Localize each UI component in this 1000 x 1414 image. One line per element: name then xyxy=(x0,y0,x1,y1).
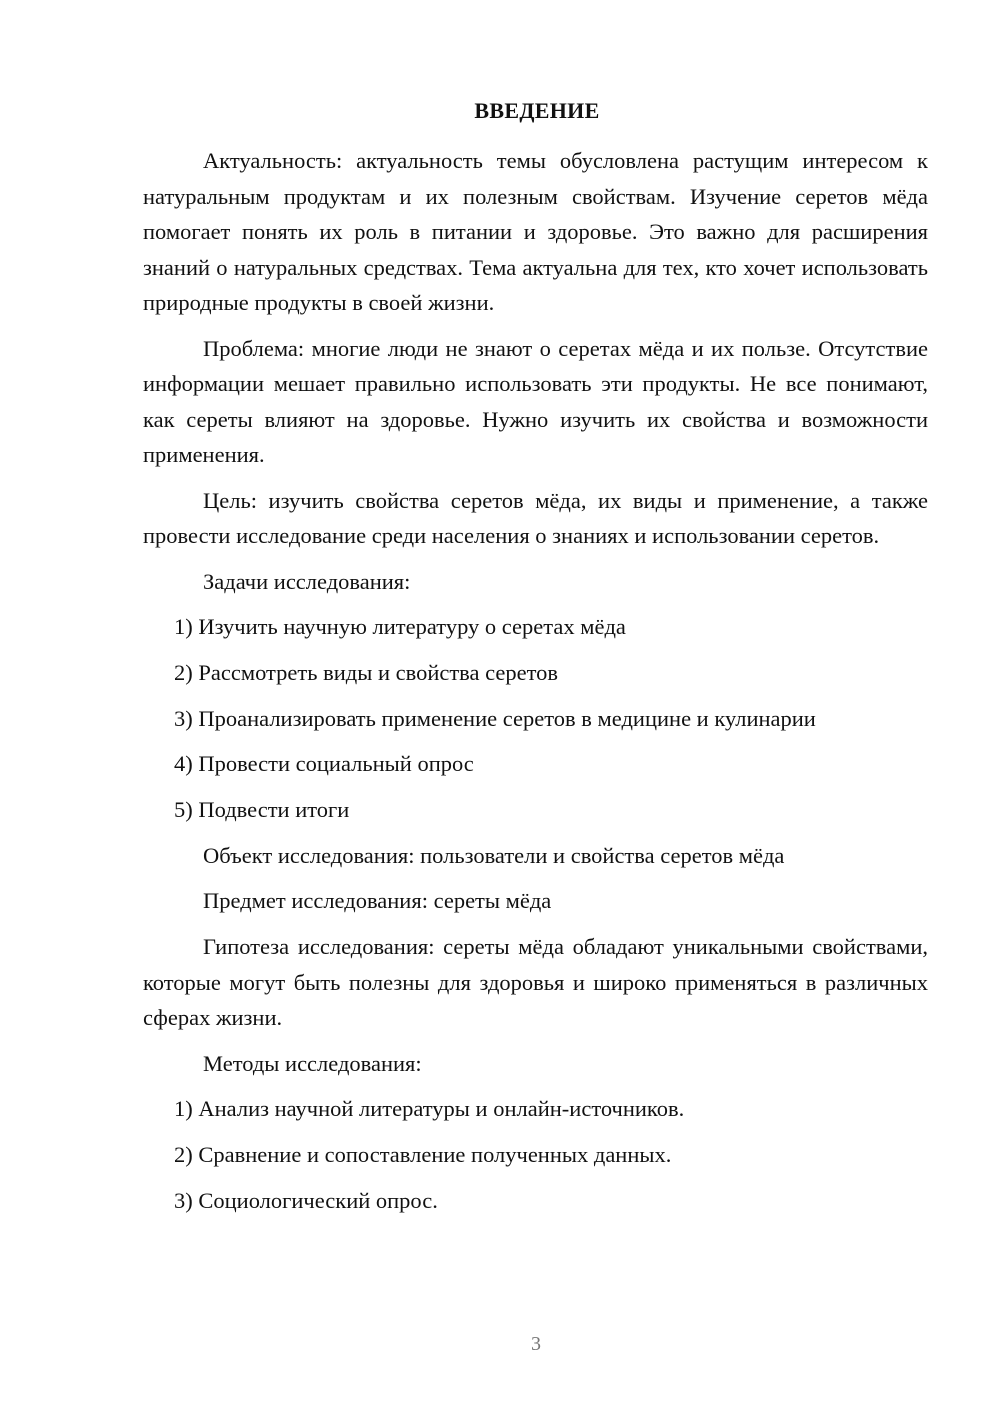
task-item: 4) Провести социальный опрос xyxy=(174,751,474,777)
problem-paragraph: Проблема: многие люди не знают о серетах мёда и их пользе. Отсутствие информации мешает правильно использовать эти продукты. Не все понимают, как сереты влияют на здоровье. Нужно изучить их свойства и возможности применения. xyxy=(143,335,928,467)
tasks-list xyxy=(143,609,928,837)
page-number: 3 xyxy=(531,1333,541,1355)
task-item: 1) Изучить научную литературу о серетах мёда xyxy=(174,614,626,640)
task-item: 2) Рассмотреть виды и свойства серетов xyxy=(174,659,559,685)
method-item: 1) Анализ научной литературы и онлайн-источников. xyxy=(174,1096,685,1122)
relevance-paragraph: Актуальность: актуальность темы обусловлена растущим интересом к натуральным продуктам и их полезным свойствам. Изучение серетов мёда помогает понять их роль в питании и здоровье. Это важно для расширения знаний о натуральных средствах. Тема актуальна для тех, кто хочет использовать природные продукты в своей жизни. xyxy=(143,148,928,315)
research-subject: Предмет исследования: сереты мёда xyxy=(203,888,552,914)
task-item: 5) Подвести итоги xyxy=(174,796,350,822)
page-title: ВВЕДЕНИЕ xyxy=(474,98,600,123)
methods-heading: Методы исследования: xyxy=(203,1050,422,1076)
hypothesis-paragraph: Гипотеза исследования: сереты мёда обладают уникальными свойствами, которые могут быть полезны для здоровья и широко применяться в различных сферах жизни. xyxy=(143,934,928,1030)
method-item: 2) Сравнение и сопоставление полученных данных. xyxy=(174,1141,672,1167)
method-item: 3) Социологический опрос. xyxy=(174,1187,438,1213)
goal-paragraph: Цель: изучить свойства серетов мёда, их виды и применение, а также провести исследование среди населения о знаниях и использовании серетов. xyxy=(143,487,928,548)
task-item: 3) Проанализировать применение серетов в медицине и кулинарии xyxy=(174,705,816,731)
tasks-heading: Задачи исследования: xyxy=(203,568,411,594)
research-object: Объект исследования: пользователи и свойства серетов мёда xyxy=(203,842,785,868)
methods-list xyxy=(143,1091,928,1228)
document-body xyxy=(143,143,928,1228)
